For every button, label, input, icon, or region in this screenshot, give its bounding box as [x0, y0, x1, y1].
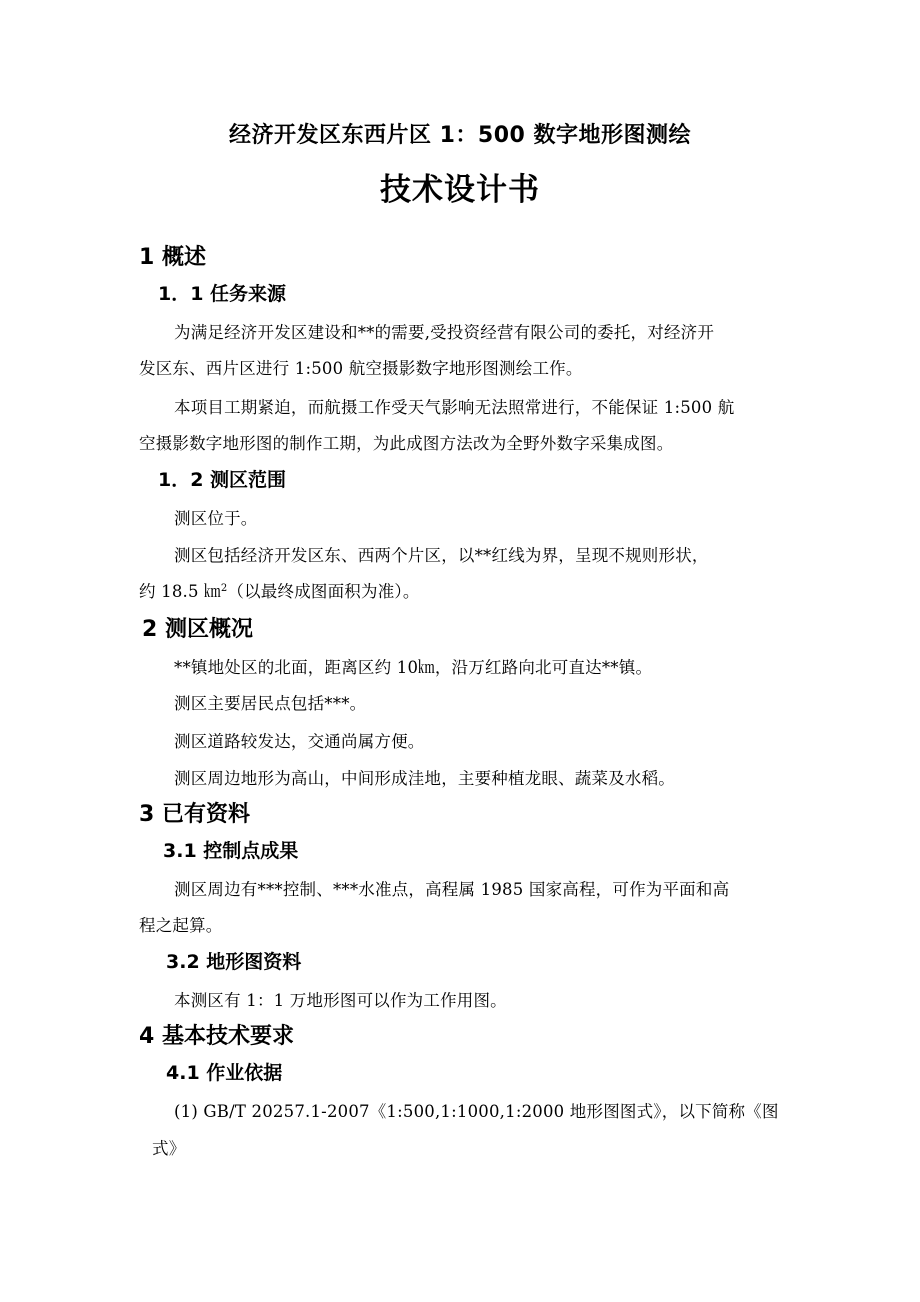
- paragraph-2-c: 测区道路较发达，交通尚属方便。: [174, 732, 425, 751]
- paragraph-2-d: 测区周边地形为高山，中间形成洼地，主要种植龙眼、蔬菜及水稻。: [174, 769, 675, 788]
- subsection-heading-3-2: 3.2 地形图资料: [166, 951, 302, 973]
- subsection-heading-4-1: 4.1 作业依据: [166, 1062, 283, 1084]
- document-title: 经济开发区东西片区 1：500 数字地形图测绘: [228, 123, 692, 148]
- paragraph-3-1-line2: 程之起算。: [139, 916, 223, 935]
- subsection-heading-1-2: 1．2 测区范围: [158, 469, 287, 491]
- paragraph-4-1-line1: (1) GB/T 20257.1-2007《1:500,1:1000,1:2000 地形图图式》，以下简称《图: [174, 1102, 779, 1121]
- area-unit-superscript: 2: [220, 583, 228, 594]
- paragraph-2-a: **镇地处区的北面，距离区约 10㎞，沿万红路向北可直达**镇。: [174, 658, 653, 677]
- paragraph-3-1-line1: 测区周边有***控制、***水准点，高程属 1985 国家高程，可作为平面和高: [174, 880, 730, 899]
- paragraph-1-1-b-line1: 本项目工期紧迫，而航摄工作受天气影响无法照常进行，不能保证 1:500 航: [174, 398, 735, 417]
- subsection-heading-3-1: 3.1 控制点成果: [163, 840, 299, 862]
- paragraph-4-1-line2: 式》: [152, 1139, 186, 1158]
- subsection-heading-1-1: 1．1 任务来源: [158, 283, 287, 305]
- paragraph-2-b: 测区主要居民点包括***。: [174, 694, 367, 713]
- area-note: （以最终成图面积为准）。: [227, 582, 420, 601]
- area-value: 约 18.5 ㎞: [139, 582, 221, 601]
- section-heading-3: 3 已有资料: [139, 802, 250, 827]
- section-heading-2: 2 测区概况: [142, 617, 253, 642]
- section-heading-1: 1 概述: [139, 245, 206, 270]
- section-heading-4: 4 基本技术要求: [139, 1024, 294, 1049]
- document-subtitle: 技术设计书: [380, 172, 540, 208]
- paragraph-1-2-b-line1: 测区包括经济开发区东、西两个片区，以**红线为界，呈现不规则形状，: [174, 546, 709, 565]
- paragraph-1-2-a: 测区位于。: [174, 509, 258, 528]
- paragraph-1-1-b-line2: 空摄影数字地形图的制作工期，为此成图方法改为全野外数字采集成图。: [139, 434, 674, 453]
- paragraph-3-2: 本测区有 1：1 万地形图可以作为工作用图。: [174, 991, 507, 1010]
- paragraph-1-1-a-line2: 发区东、西片区进行 1:500 航空摄影数字地形图测绘工作。: [139, 359, 583, 378]
- paragraph-1-1-a-line1: 为满足经济开发区建设和**的需要,受投资经营有限公司的委托，对经济开: [174, 323, 715, 342]
- paragraph-1-2-b-line2: [139, 578, 420, 602]
